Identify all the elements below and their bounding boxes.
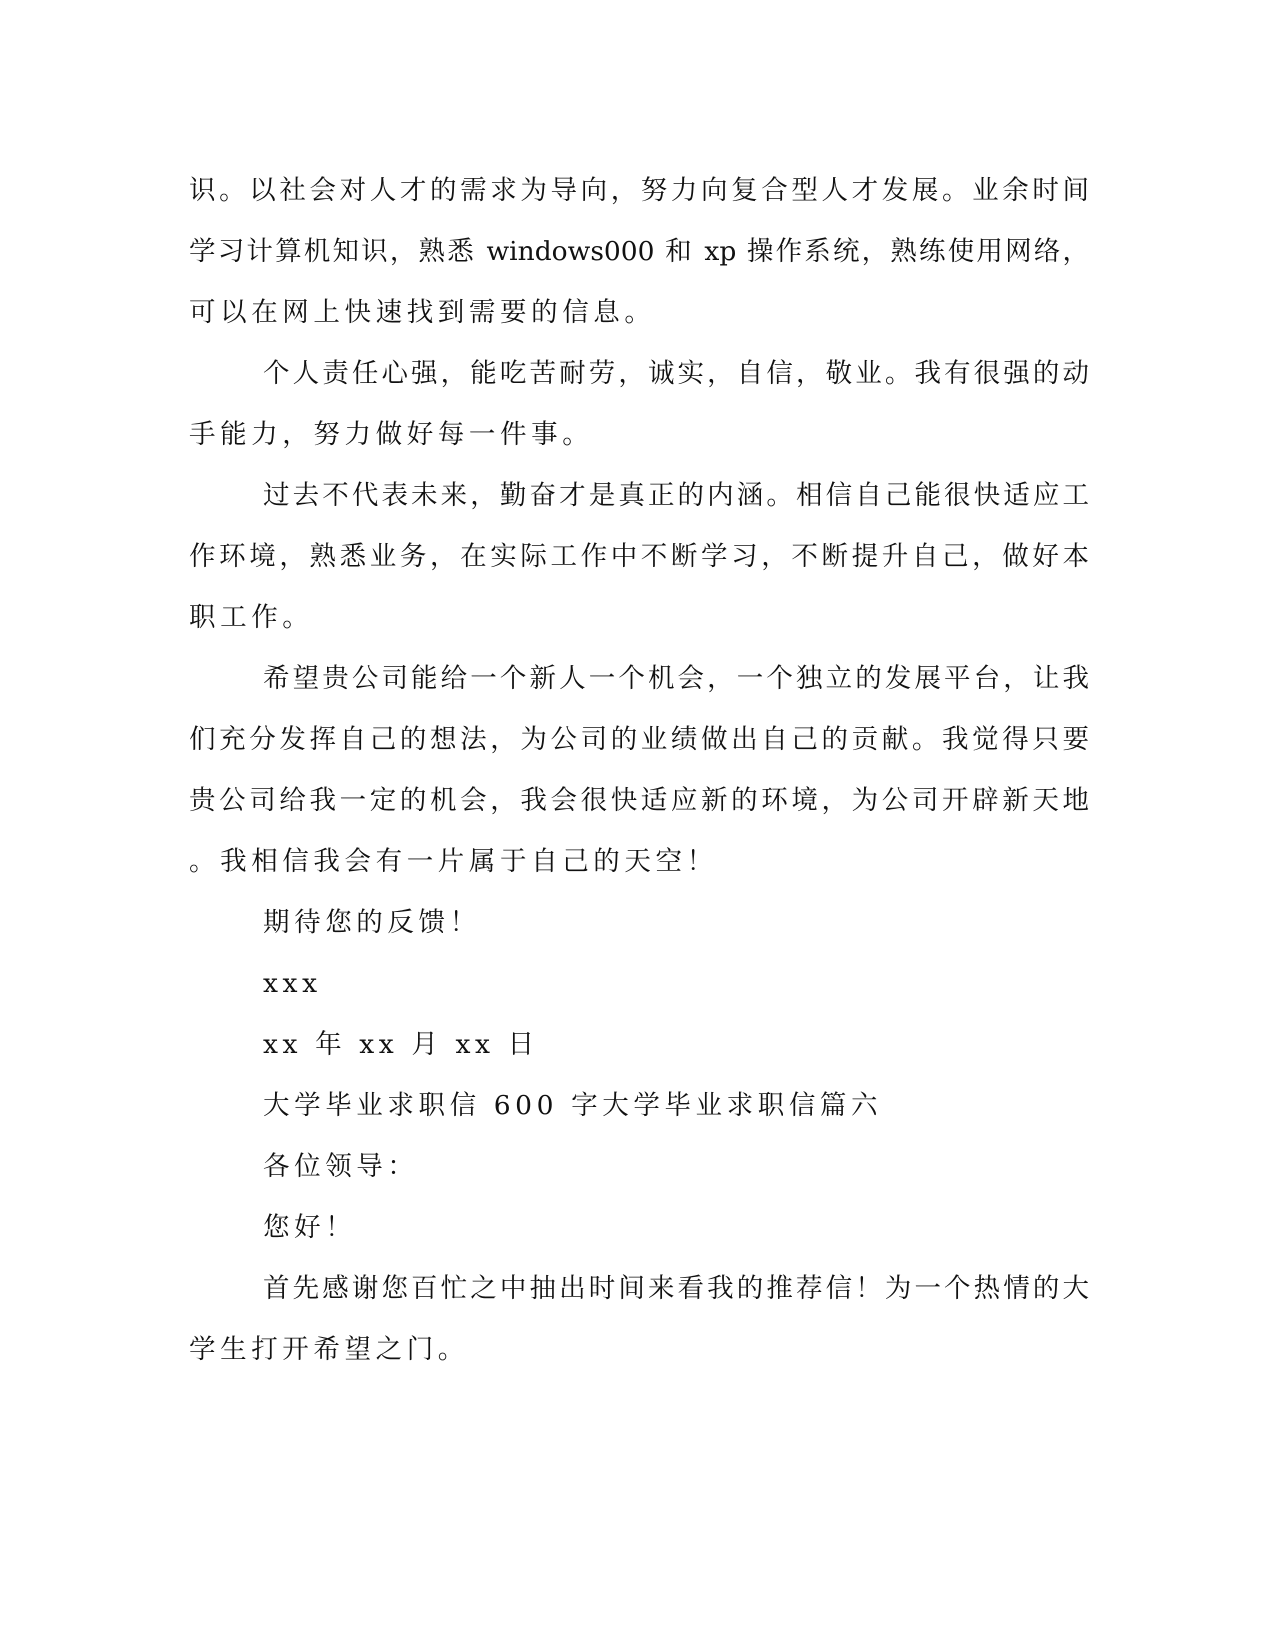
text-line: 。我相信我会有一片属于自己的天空！ bbox=[189, 846, 718, 877]
text-line: 首先感谢您百忙之中抽出时间来看我的推荐信！为一个热情的大 bbox=[263, 1273, 1089, 1304]
text-line: 期待您的反馈！ bbox=[263, 907, 481, 938]
text-line: 希望贵公司能给一个新人一个机会，一个独立的发展平台，让我 bbox=[263, 663, 1089, 694]
text-line: 贵公司给我一定的机会，我会很快适应新的环境，为公司开辟新天地 bbox=[189, 785, 1089, 816]
text-line: 职工作。 bbox=[189, 602, 314, 633]
text-line: 个人责任心强，能吃苦耐劳，诚实，自信，敬业。我有很强的动 bbox=[263, 358, 1089, 389]
text-line: 识。以社会对人才的需求为导向，努力向复合型人才发展。业余时间 bbox=[189, 175, 1089, 206]
text-line: 作环境，熟悉业务，在实际工作中不断学习，不断提升自己，做好本 bbox=[189, 541, 1089, 572]
text-line: 各位领导： bbox=[263, 1151, 419, 1182]
text-line: 手能力，努力做好每一件事。 bbox=[189, 419, 594, 450]
text-line: xxx bbox=[263, 968, 322, 999]
text-line: 学生打开希望之门。 bbox=[189, 1334, 469, 1365]
text-line: 您好！ bbox=[263, 1212, 357, 1243]
text-line: 过去不代表未来，勤奋才是真正的内涵。相信自己能很快适应工 bbox=[263, 480, 1089, 511]
text-line: xx 年 xx 月 xx 日 bbox=[263, 1029, 539, 1060]
text-line: 学习计算机知识，熟悉 windows000 和 xp 操作系统，熟练使用网络， bbox=[189, 236, 1089, 267]
text-line: 可以在网上快速找到需要的信息。 bbox=[189, 297, 656, 328]
text-line: 大学毕业求职信 600 字大学毕业求职信篇六 bbox=[263, 1090, 883, 1121]
text-line: 们充分发挥自己的想法，为公司的业绩做出自己的贡献。我觉得只要 bbox=[189, 724, 1089, 755]
